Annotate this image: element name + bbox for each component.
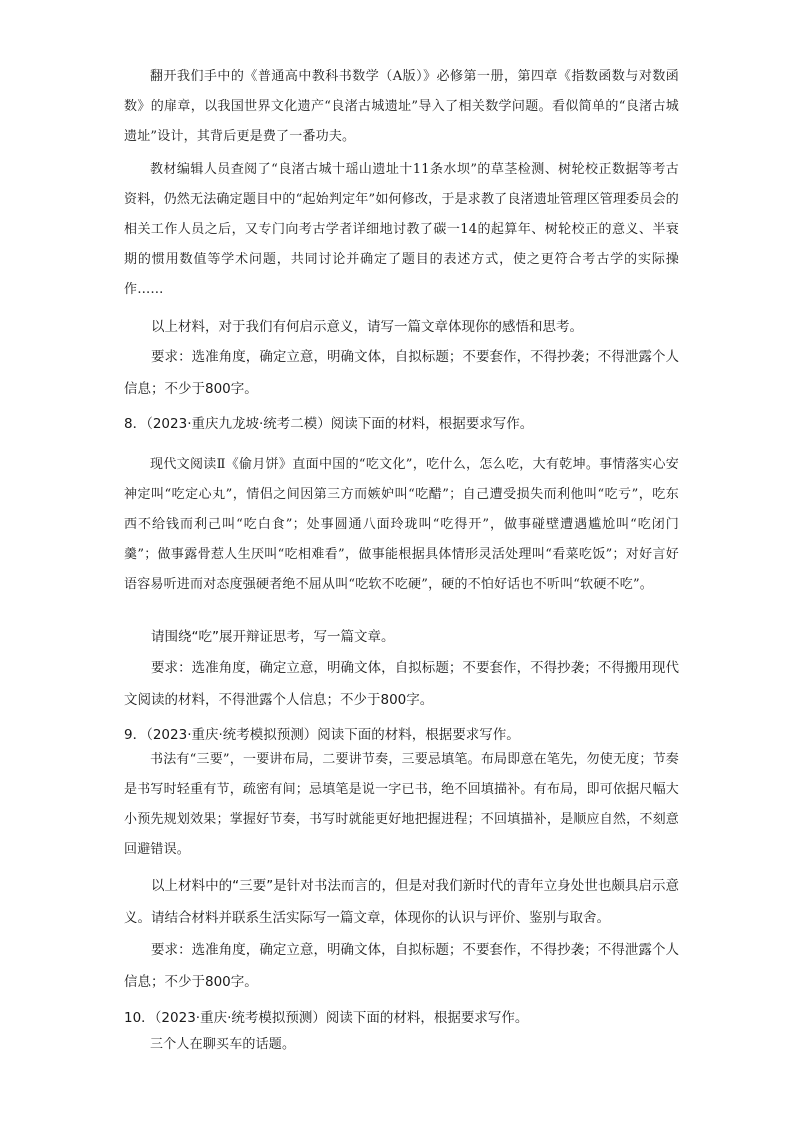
material-paragraph: 现代文阅读Ⅱ《偷月饼》直面中国的“吃文化”，吃什么，怎么吃，大有乾坤。事情落实心安神定叫“吃定心丸”，情侣之间因第三方而嫉妒叫“吃醋”；自己遭受损失而利他叫“吃亏”，吃东西不给钱而利己叫“吃白食”；处事圆通八面玲珑叫“吃得开”，做事碰壁遭遇尴尬叫“吃闭门羹”；做事露骨惹人生厌叫“吃相难看”，做事能根据具体情形灵活处理叫“看菜吃饭”；对好言好语容易听进而对态度强硬者绝不屈从叫“吃软不吃硬”，硬的不怕好话也不听叫“软硬不吃”。 (124, 457, 679, 592)
prompt-paragraph: 以上材料，对于我们有何启示意义，请写一篇文章体现你的感悟和思考。 (151, 319, 583, 335)
material-paragraph: 书法有“三要”，一要讲布局，二要讲节奏，三要忌填笔。布局即意在笔先，勿使无度；节奏是书写时轻重有节，疏密有间；忌填笔是说一字已书，绝不回填描补。有布局，即可依据尺幅大小预先规划效果；掌握好节奏，书写时就能更好地把握进程；不回填描补，是顺应自然，不刻意回避错误。 (124, 752, 679, 857)
requirement-paragraph: 要求：选准角度，确定立意，明确文体，自拟标题；不要套作，不得抄袭；不得搬用现代文阅读的材料，不得泄露个人信息；不少于800字。 (124, 660, 679, 708)
material-paragraph: 三个人在聊买车的话题。 (150, 1037, 296, 1052)
question-heading: 10．（2023·重庆·统考模拟预测）阅读下面的材料，根据要求写作。 (124, 1010, 529, 1026)
prompt-paragraph: 请围绕“吃”展开辩证思考，写一篇文章。 (151, 629, 395, 645)
question-heading: 8．（2023·重庆九龙坡·统考二模）阅读下面的材料，根据要求写作。 (124, 416, 534, 432)
requirement-paragraph: 要求：选准角度，确定立意，明确文体，自拟标题；不要套作，不得抄袭；不得泄露个人信息；不少于800字。 (124, 349, 679, 397)
requirement-paragraph: 要求：选准角度，确定立意，明确文体，自拟标题；不要套作，不得抄袭；不得泄露个人信息；不少于800字。 (124, 942, 679, 990)
material-paragraph: 翻开我们手中的《普通高中教科书数学（A版）》必修第一册，第四章《指数函数与对数函数》的扉章，以我国世界文化遗产“良渚古城遗址”导入了相关数学问题。看似简单的“良渚古城遗址”设计，其背后更是费了一番功夫。 (124, 69, 679, 144)
prompt-paragraph: 以上材料中的“三要”是针对书法而言的，但是对我们新时代的青年立身处世也颇具启示意义。请结合材料并联系生活实际写一篇文章，体现你的认识与评价、鉴别与取舍。 (124, 878, 679, 926)
question-heading: 9．（2023·重庆·统考模拟预测）阅读下面的材料，根据要求写作。 (124, 727, 520, 743)
material-paragraph: 教材编辑人员查阅了“良渚古城十瑶山遗址十11条水坝”的草茎检测、树轮校正数据等考古资料，仍然无法确定题目中的“起始判定年”如何修改，于是求教了良渚遗址管理区管理委员会的相关工作人员之后，又专门向考古学者详细地讨教了碳一14的起算年、树轮校正的意义、半衰期的惯用数值等学术问题，共同讨论并确定了题目的表述方式，使之更符合考古学的实际操作…… (124, 162, 679, 297)
